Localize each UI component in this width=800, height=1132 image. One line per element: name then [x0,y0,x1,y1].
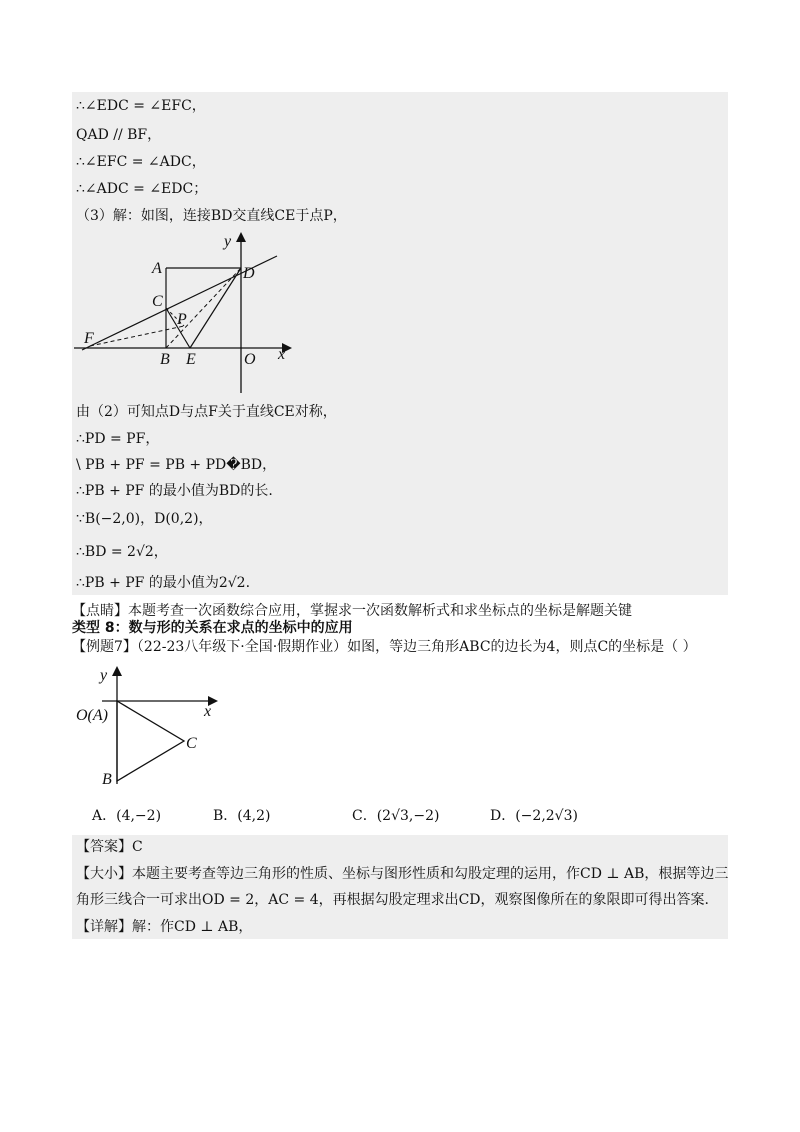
label-P: P [177,311,187,328]
option-b[interactable]: B．(4,2) [213,808,271,824]
figure-coordinate-construction [72,228,312,398]
y-axis-arrow [236,232,246,242]
part3-line-5: ∵B(−2,0)，D(0,2)， [76,511,213,527]
label-x: x [278,346,286,363]
proof-line-2: QAD // BF， [76,127,162,143]
part3-line-7: ∴PB + PF 的最小值为2√2. [76,575,251,591]
label-C: C [186,735,197,752]
y-axis-arrow [112,666,122,676]
type-heading: 类型 8：数与形的关系在求点的坐标中的应用 [72,620,353,636]
part3-line-3: \ PB + PF = PB + PD�BD， [76,457,277,473]
label-B: B [160,351,170,368]
label-O: O [244,351,256,368]
figure-equilateral-triangle [72,664,232,790]
label-C: C [152,293,163,310]
label-A: A [152,260,162,277]
label-y: y [100,667,108,684]
segment-BD-dashed [166,268,241,348]
segment-DE [190,268,241,348]
option-c[interactable]: C．(2√3,−2) [352,808,440,824]
part3-line-4: ∴PB + PF 的最小值为BD的长. [76,483,273,499]
label-x: x [204,703,212,720]
proof-line-1: ∴∠EDC = ∠EFC， [76,98,206,114]
label-y: y [224,233,232,250]
segment-FP-dashed [90,326,184,346]
answer-line: 【答案】C [76,839,143,855]
label-D: D [243,265,255,282]
comment-dianjing: 【点睛】本题考查一次函数综合应用，掌握求一次函数解析式和求坐标点的坐标是解题关键 [72,603,632,619]
analysis-line-1: 【大小】本题主要考查等边三角形的性质、坐标与图形性质和勾股定理的运用，作CD ⊥ AB，根据等边三 [76,866,729,882]
label-E: E [186,351,196,368]
proof-line-4: ∴∠ADC = ∠EDC； [76,181,208,197]
part3-line-2: ∴PD = PF， [76,431,160,447]
part3-line-1: 由（2）可知点D与点F关于直线CE对称， [76,404,337,420]
detail-line: 【详解】解：作CD ⊥ AB， [76,919,253,935]
proof-line-3: ∴∠EFC = ∠ADC， [76,154,206,170]
label-OA: O(A) [76,707,108,724]
option-d[interactable]: D．(−2,2√3) [490,808,578,824]
part3-intro: （3）解：如图，连接BD交直线CE于点P， [76,208,347,224]
label-F: F [84,330,94,347]
part3-line-6: ∴BD = 2√2， [76,544,168,560]
option-a[interactable]: A．(4,−2) [92,808,162,824]
label-B: B [102,771,112,788]
example-stem: 【例题7】（22-23八年级下·全国·假期作业）如图，等边三角形ABC的边长为4，则点C的坐标是（ ） [72,639,697,655]
triangle-ABC [117,701,184,781]
analysis-line-2: 角形三线合一可求出OD = 2，AC = 4，再根据勾股定理求出CD，观察图像所在的象限即可得出答案. [76,892,709,908]
